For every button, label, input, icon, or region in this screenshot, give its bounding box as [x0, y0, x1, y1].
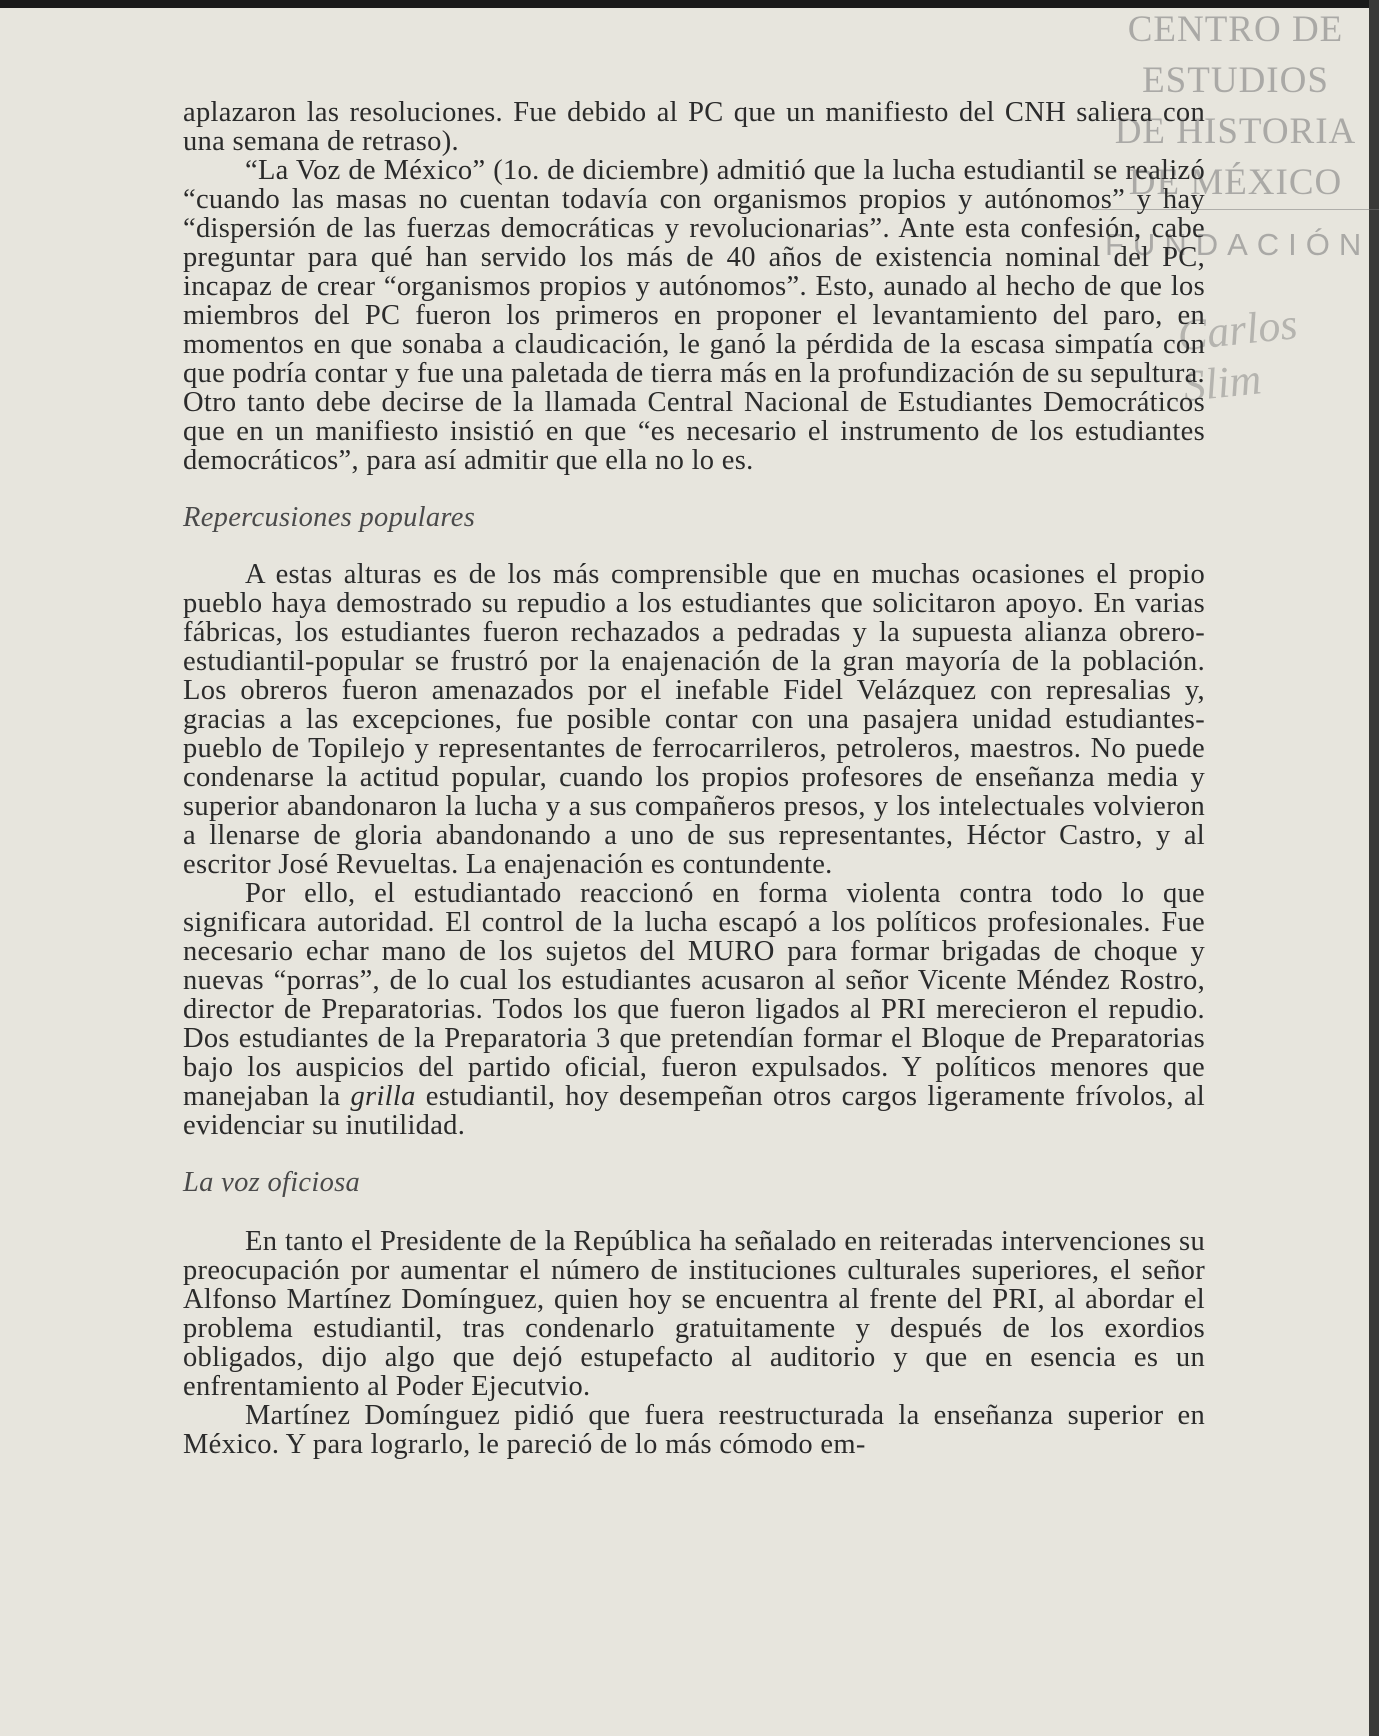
section-heading-voz-oficiosa: La voz oficiosa: [183, 1167, 361, 1198]
document-body: [183, 98, 1205, 1459]
italic-term: grilla: [350, 1081, 416, 1112]
paragraph-voz-de-mexico: “La Voz de México” (1o. de diciembre) admitió que la lucha estudiantil se realizó “cuando las masas no cuentan todavía con organismos propios y autónomos” y hay “dispersión de las fuerzas democráticas y revolucionarias”. Ante esta confesión, cabe preguntar para qué han servido los más de 40 años de existencia nominal del PC, incapaz de crear “organismos propios y autónomos”. Esto, aunado al hecho de que los miembros del PC fueron los primeros en proponer el levantamiento del paro, en momentos en que sonaba a claudicación, le ganó la pérdida de la escasa simpatía con que podría contar y fue una paletada de tierra más en la profundización de su sepultura. Otro tanto debe decirse de la llamada Central Nacional de Estudiantes Democráticos que en un manifiesto insistió en que “es necesario el instrumento de los estudiantes democráticos”, para así admitir que ella no lo es.: [183, 155, 1205, 476]
paragraph-martinez: Martínez Domínguez pidió que fuera reestructurada la enseñanza superior en México. Y para lograrlo, le pareció de lo más cómodo em-: [183, 1400, 1205, 1460]
section-heading-repercusiones: Repercusiones populares: [183, 502, 476, 533]
paragraph-text: estudiantil, hoy desempeñan otros cargos ligeramente frívolos, al evidenciar su inutilidad.: [183, 1081, 1205, 1141]
paragraph-text: Por ello, el estudiantado reaccionó en forma violenta contra todo lo que significara autoridad. El control de la lucha escapó a los políticos profesionales. Fue necesario echar mano de los sujetos del MURO para formar brigadas de choque y nuevas “porras”, de lo cual los estudiantes acusaron al señor Vicente Méndez Rostro, director de Preparatorias. Todos los que fueron ligados al PRI merecieron el repudio. Dos estudiantes de la Preparatoria 3 que pretendían formar el Bloque de Preparatorias bajo los auspicios del partido oficial, fueron expulsados. Y políticos menores que manejaban la: [183, 878, 1205, 1112]
scan-right-edge: [1369, 0, 1379, 1736]
paragraph-estudiantado: [183, 879, 1205, 1140]
watermark-signature: Carlos Slim: [1175, 299, 1300, 412]
watermark-fundacion: FUNDACIÓN: [1105, 227, 1371, 262]
watermark-line: CENTRO DE: [1127, 9, 1344, 50]
paragraph-presidente: En tanto el Presidente de la República ha señalado en reiteradas intervenciones su preocupación por aumentar el número de instituciones culturales superiores, el señor Alfonso Martínez Domínguez, quien hoy se encuentra al frente del PRI, al abordar el problema estudiantil, tras condenarlo gratuitamente y después de los exordios obligados, dijo algo que dejó estupefacto al auditorio y que en esencia es un enfrentamiento al Poder Ejecutvio.: [183, 1226, 1205, 1402]
watermark-line: ESTUDIOS: [1142, 60, 1329, 101]
paragraph-repudio: A estas alturas es de los más comprensible que en muchas ocasiones el propio pueblo haya demostrado su repudio a los estudiantes que solicitaron apoyo. En varias fábricas, los estudiantes fueron rechazados a pedradas y la supuesta alianza obrero-estudiantil-popular se frustró por la enajenación de la gran mayoría de la población. Los obreros fueron amenazados por el inefable Fidel Velázquez con represalias y, gracias a las excepciones, fue posible contar con una pasajera unidad estudiantes-pueblo de Topilejo y representantes de ferrocarrileros, petroleros, maestros. No puede condenarse la actitud popular, cuando los propios profesores de enseñanza media y superior abandonaron la lucha y a sus compañeros presos, y los intelectuales volvieron a llenarse de gloria abandonando a uno de sus representantes, Héctor Castro, y al escritor José Revueltas. La enajenación es contundente.: [183, 559, 1205, 880]
watermark-line: DE HISTORIA: [1114, 111, 1357, 152]
paragraph-continuation: aplazaron las resoluciones. Fue debido al PC que un manifiesto del CNH saliera con una semana de retraso).: [183, 97, 1205, 157]
scan-top-edge: [0, 0, 1379, 8]
watermark-line: DE MÉXICO: [1128, 162, 1343, 203]
